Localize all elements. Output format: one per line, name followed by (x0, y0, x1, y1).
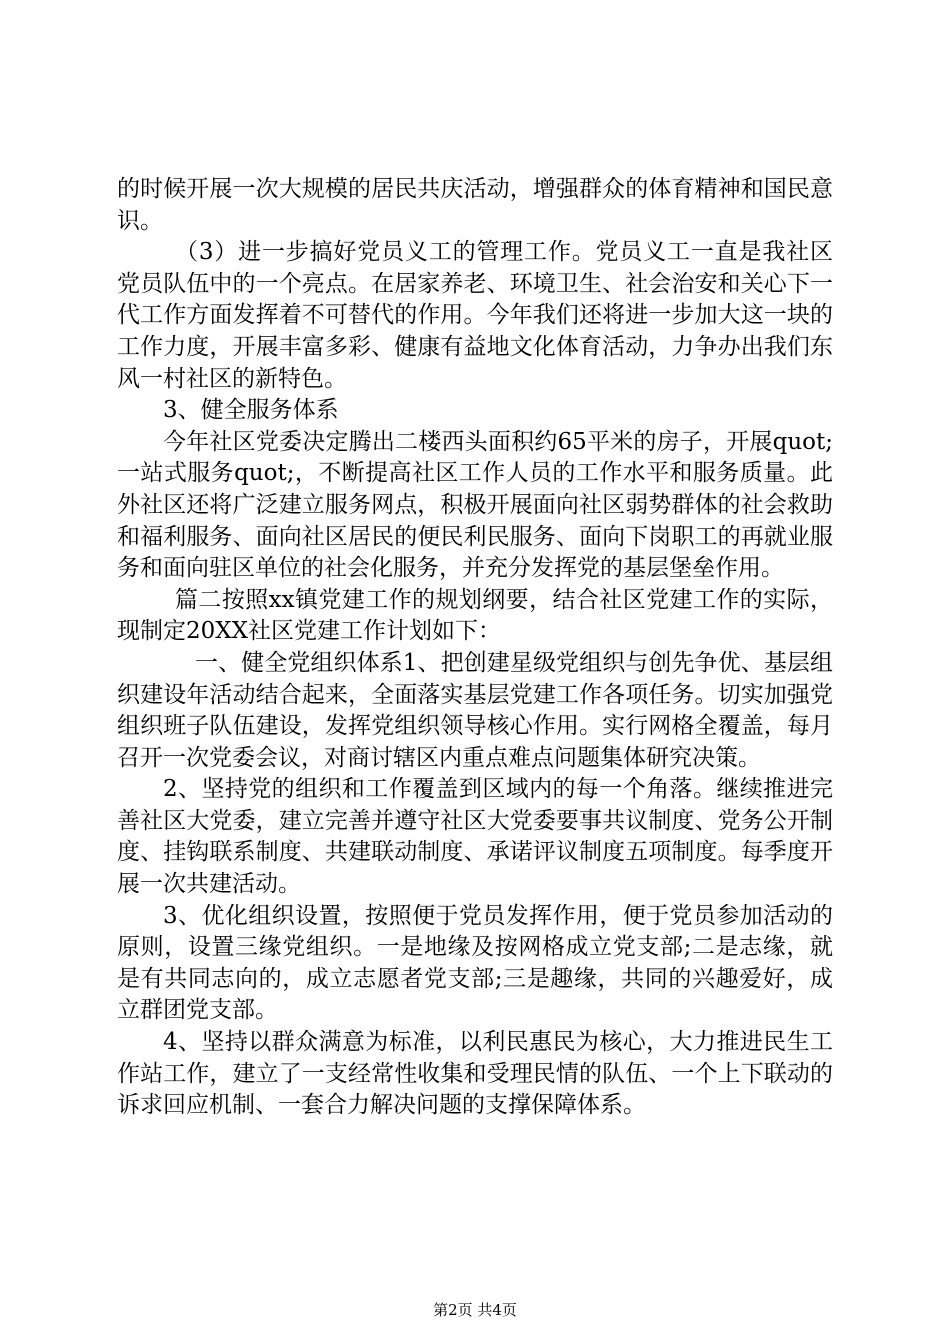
page-footer: 第2页 共4页 (433, 1301, 517, 1319)
paragraph: 3、优化组织设置，按照便于党员发挥作用，便于党员参加活动的原则，设置三缘党组织。一是地缘及按网格成立党支部;二是志缘，就是有共同志向的，成立志愿者党支部;三是趣缘，共同的兴趣爱好，成立群团党支部。 (117, 902, 833, 1024)
paragraph: 今年社区党委决定腾出二楼西头面积约65平米的房子，开展quot;一站式服务quot;，不断提高社区工作人员的工作水平和服务质量。此外社区还将广泛建立服务网点，积极开展面向社区弱势群体的社会救助和福利服务、面向社区居民的便民利民服务、面向下岗职工的再就业服务和面向驻区单位的社会化服务，并充分发挥党的基层堡垒作用。 (117, 428, 833, 582)
section-heading: 3、健全服务体系 (163, 397, 339, 424)
paragraph: 一、健全党组织体系1、把创建星级党组织与创先争优、基层组织建设年活动结合起来，全面落实基层党建工作各项任务。切实加强党组织班子队伍建设，发挥党组织领导核心作用。实行网格全覆盖，每月召开一次党委会议，对商讨辖区内重点难点问题集体研究决策。 (117, 649, 833, 771)
paragraph: （3）进一步搞好党员义工的管理工作。党员义工一直是我社区党员队伍中的一个亮点。在居家养老、环境卫生、社会治安和关心下一代工作方面发挥着不可替代的作用。今年我们还将进一步加大这一块的工作力度，开展丰富多彩、健康有益地文化体育活动，力争办出我们东风一村社区的新特色。 (117, 239, 833, 392)
paragraph: 篇二按照xx镇党建工作的规划纲要，结合社区党建工作的实际，现制定20XX社区党建工作计划如下： (117, 586, 833, 645)
paragraph: 的时候开展一次大规模的居民共庆活动，增强群众的体育精神和国民意识。 (117, 176, 833, 234)
paragraph: 2、坚持党的组织和工作覆盖到区域内的每一个角落。继续推进完善社区大党委，建立完善并遵守社区大党委要事共议制度、党务公开制度、挂钩联系制度、共建联动制度、承诺评议制度五项制度。每季度开展一次共建活动。 (117, 776, 833, 898)
paragraph: 4、坚持以群众满意为标准，以利民惠民为核心，大力推进民生工作站工作，建立了一支经常性收集和受理民情的队伍、一个上下联动的诉求回应机制、一套合力解决问题的支撑保障体系。 (117, 1029, 833, 1119)
document-body (117, 174, 833, 1122)
